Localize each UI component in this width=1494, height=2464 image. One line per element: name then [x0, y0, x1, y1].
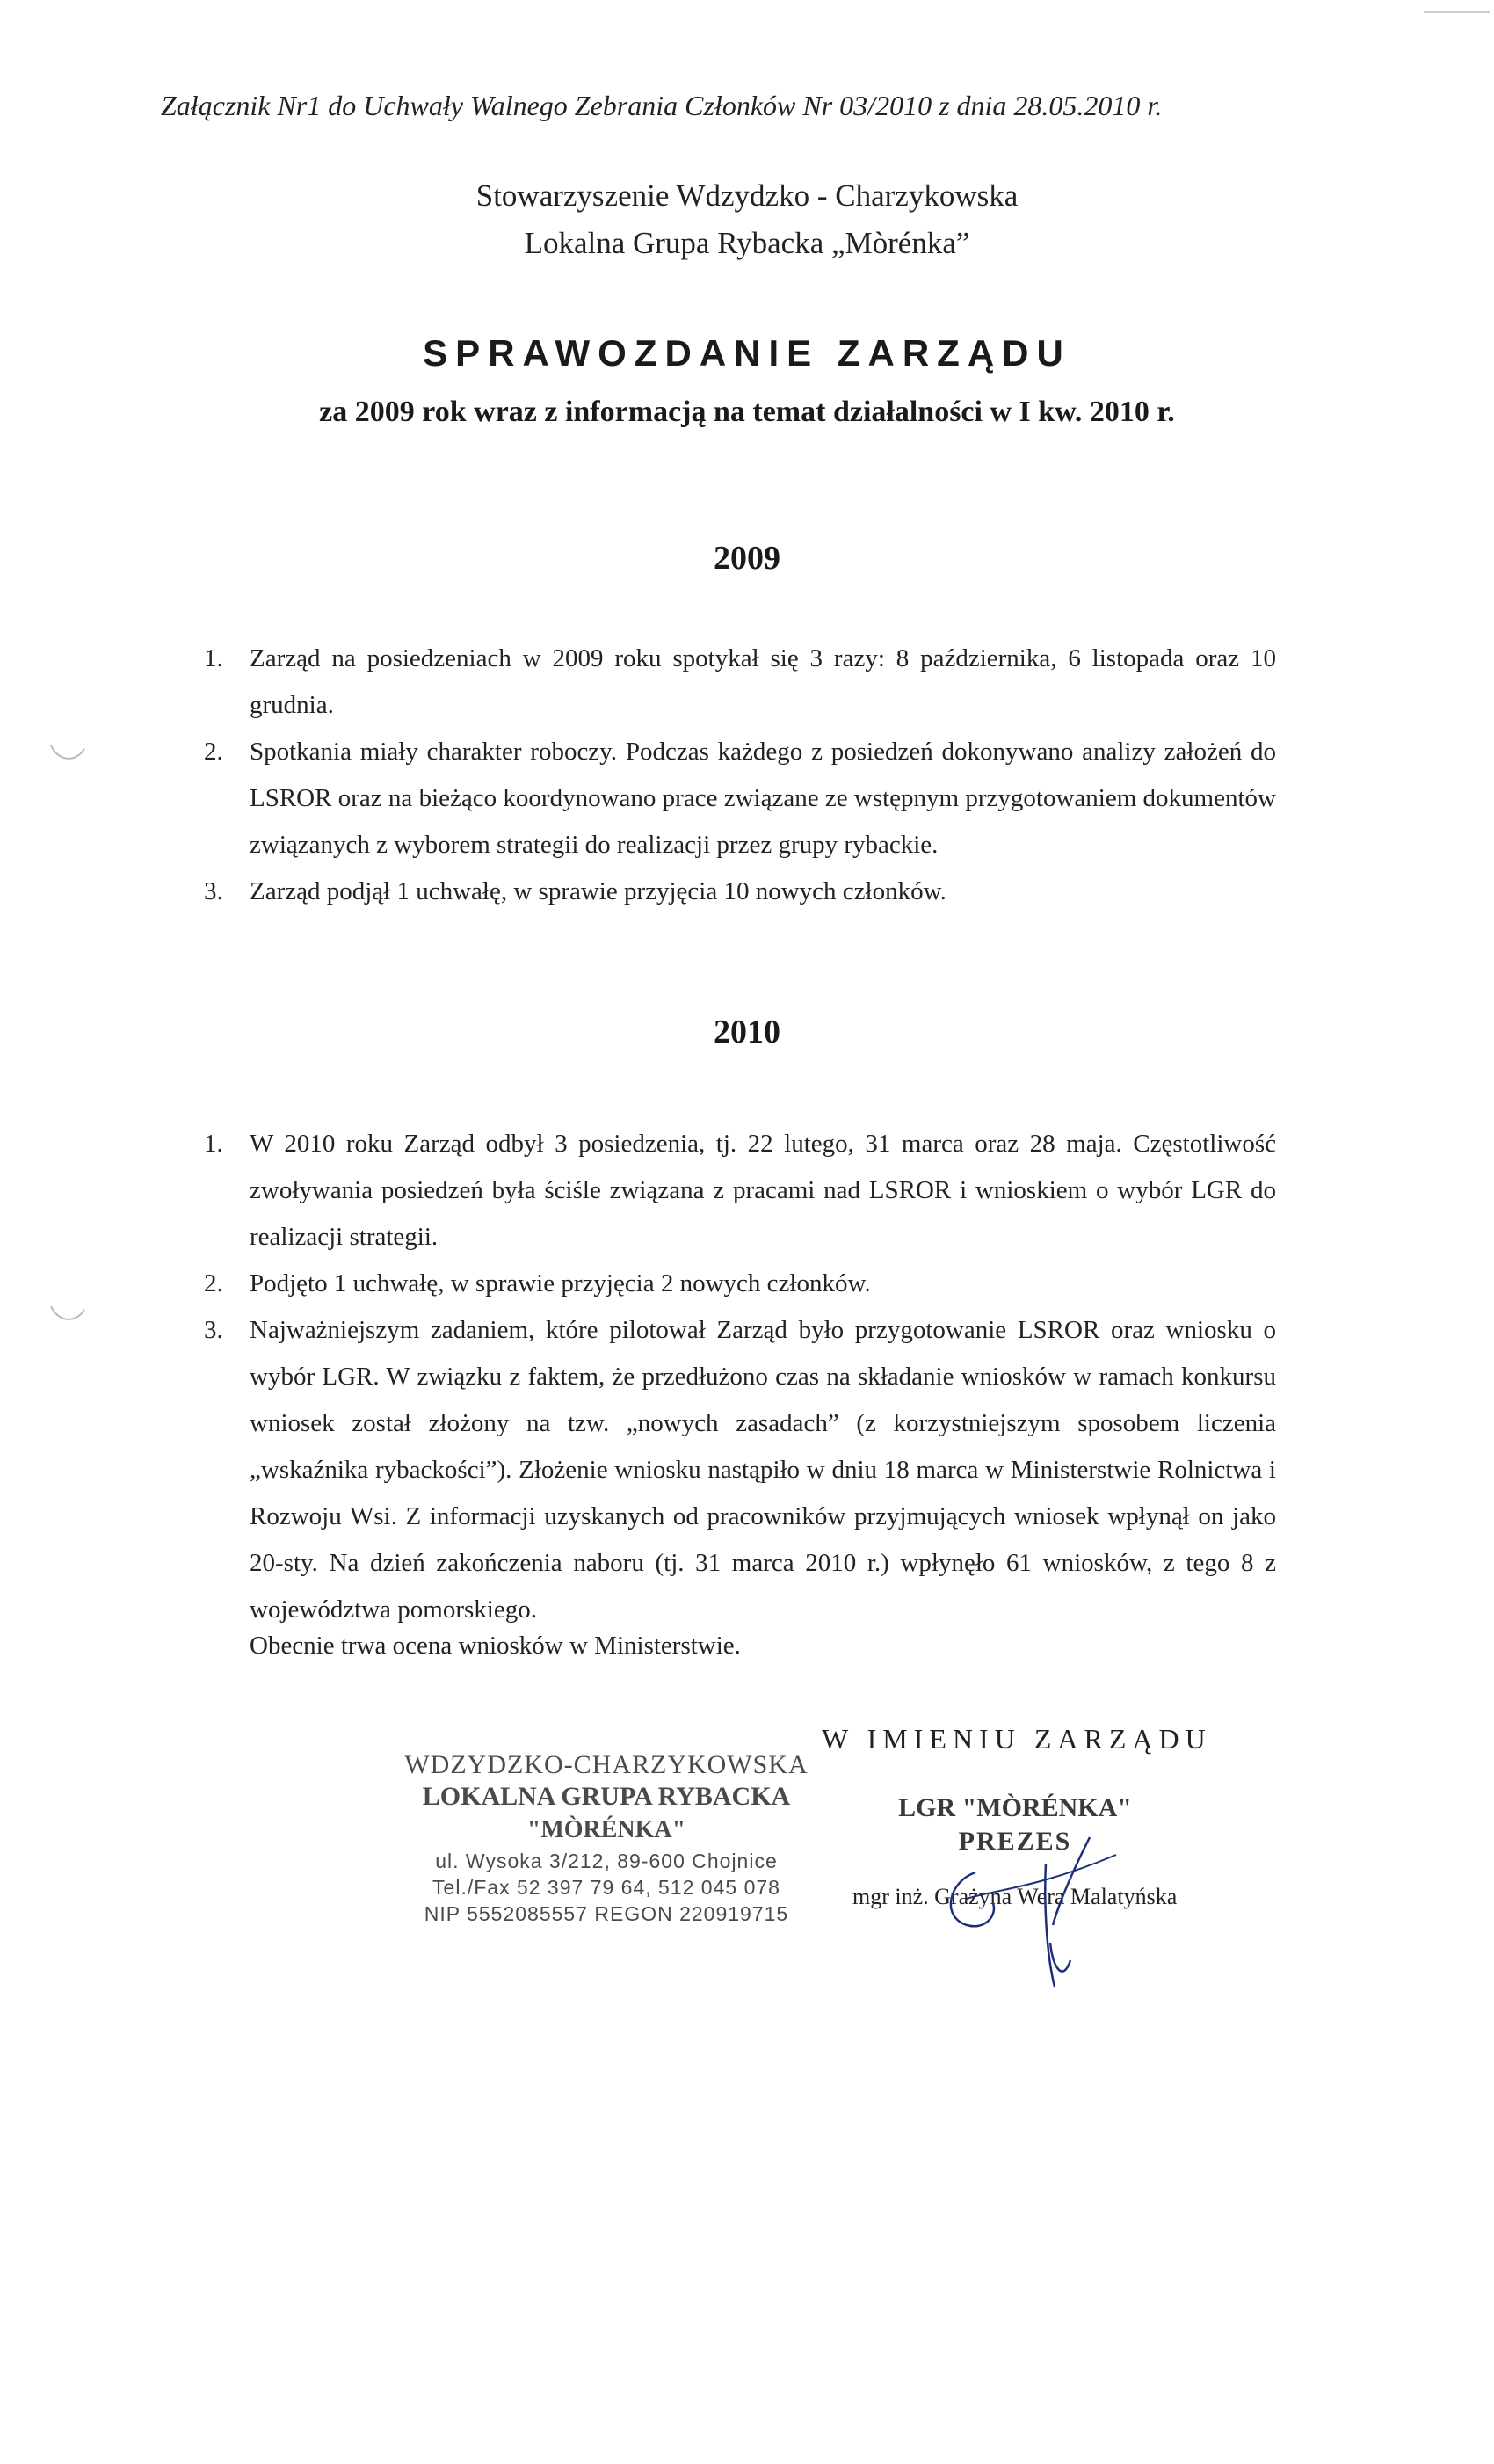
report-subtitle: za 2009 rok wraz z informacją na temat działalności w I kw. 2010 r. — [319, 396, 1175, 428]
president-name: mgr inż. Grażyna Wera Malatyńska — [852, 1884, 1178, 1909]
stamp-ids: NIP 5552085557 REGON 220919715 — [424, 1902, 789, 1925]
organization-subname: Lokalna Grupa Rybacka „Mòrénka” — [524, 226, 970, 260]
list-item — [204, 1121, 1276, 1261]
list-item-number: 2. — [204, 738, 223, 766]
organization-header — [0, 172, 1494, 267]
signature-heading: W IMIENIU ZARZĄDU — [822, 1723, 1212, 1755]
list-item-text: Zarząd podjął 1 uchwałę, w sprawie przyjęcia 10 nowych członków. — [250, 877, 946, 905]
list-item — [204, 729, 1276, 869]
stamp-org-line: WDZYDZKO-CHARZYKOWSKA — [404, 1750, 809, 1779]
report-title: SPRAWOZDANIE ZARZĄDU — [423, 332, 1071, 374]
list-item — [204, 636, 1276, 729]
item-list-2009 — [204, 636, 1276, 915]
list-item-number: 3. — [204, 877, 223, 905]
list-item-text: Najważniejszym zadaniem, które pilotował Zarząd było przygotowanie LSROR oraz wniosku o wybór LGR. W związku z faktem, że przedłużono czas na składanie wniosków w ramach konkursu wniosek został złożony na tzw. „nowych zasadach” (z korzystniejszym sposobem liczenia „wskaźnika rybackości”). Złożenie wniosku nastąpiło w dniu 18 marca w Ministerstwie Rolnictwa i Rozwoju Wsi. Z informacji uzyskanych od pracowników przyjmujących wniosek wpłynął on jako 20-sty. Na dzień zakończenia naboru (tj. 31 marca 2010 r.) wpłynęło 61 wniosków, z tego 8 z województwa pomorskiego. — [250, 1316, 1276, 1624]
stamp-org-line: LOKALNA GRUPA RYBACKA — [422, 1782, 791, 1811]
year-heading-2009: 2009 — [714, 540, 780, 577]
organization-stamp — [387, 1749, 826, 1927]
punch-hole-mark — [46, 738, 90, 774]
year-heading-2010: 2010 — [714, 1014, 780, 1050]
list-item-text: Spotkania miały charakter roboczy. Podczas każdego z posiedzeń dokonywano analizy założeń do LSROR oraz na bieżąco koordynowano prace związane ze wstępnym przygotowaniem dokumentów związanych z wyborem strategii do realizacji przez grupy rybackie. — [250, 738, 1276, 859]
list-item — [204, 869, 1276, 915]
list-item-number: 1. — [204, 1130, 223, 1158]
stamp-phone: Tel./Fax 52 397 79 64, 512 045 078 — [432, 1876, 780, 1899]
stamp-address: ul. Wysoka 3/212, 89-600 Chojnice — [435, 1850, 778, 1872]
list-item-text: Podjęto 1 uchwałę, w sprawie przyjęcia 2 nowych członków. — [250, 1269, 871, 1297]
scan-edge-mark — [1406, 0, 1494, 35]
closing-note: Obecnie trwa ocena wniosków w Ministerstwie. — [250, 1632, 741, 1660]
punch-hole-mark — [46, 1299, 90, 1334]
list-item-number: 3. — [204, 1316, 223, 1344]
president-stamp-title: PREZES — [958, 1827, 1072, 1856]
list-item — [204, 1261, 1276, 1307]
list-item-number: 1. — [204, 644, 223, 672]
list-item-text: Zarząd na posiedzeniach w 2009 roku spotykał się 3 razy: 8 października, 6 listopada oraz 10 grudnia. — [250, 644, 1276, 719]
handwritten-signature — [914, 1820, 1178, 1995]
stamp-org-line: "MÒRÉNKA" — [526, 1816, 686, 1843]
president-stamp-line: LGR "MÒRÉNKA" — [898, 1793, 1132, 1822]
list-item-number: 2. — [204, 1269, 223, 1297]
list-item-text: W 2010 roku Zarząd odbył 3 posiedzenia, tj. 22 lutego, 31 marca oraz 28 maja. Częstotliwość zwoływania posiedzeń była ściśle związana z pracami nad LSROR i wnioskiem o wybór LGR do realizacji strategii. — [250, 1130, 1276, 1251]
item-list-2010 — [204, 1121, 1276, 1633]
attachment-line: Załącznik Nr1 do Uchwały Walnego Zebrania Członków Nr 03/2010 z dnia 28.05.2010 r. — [161, 90, 1163, 121]
list-item — [204, 1307, 1276, 1633]
organization-name: Stowarzyszenie Wdzydzko - Charzykowska — [475, 178, 1019, 213]
